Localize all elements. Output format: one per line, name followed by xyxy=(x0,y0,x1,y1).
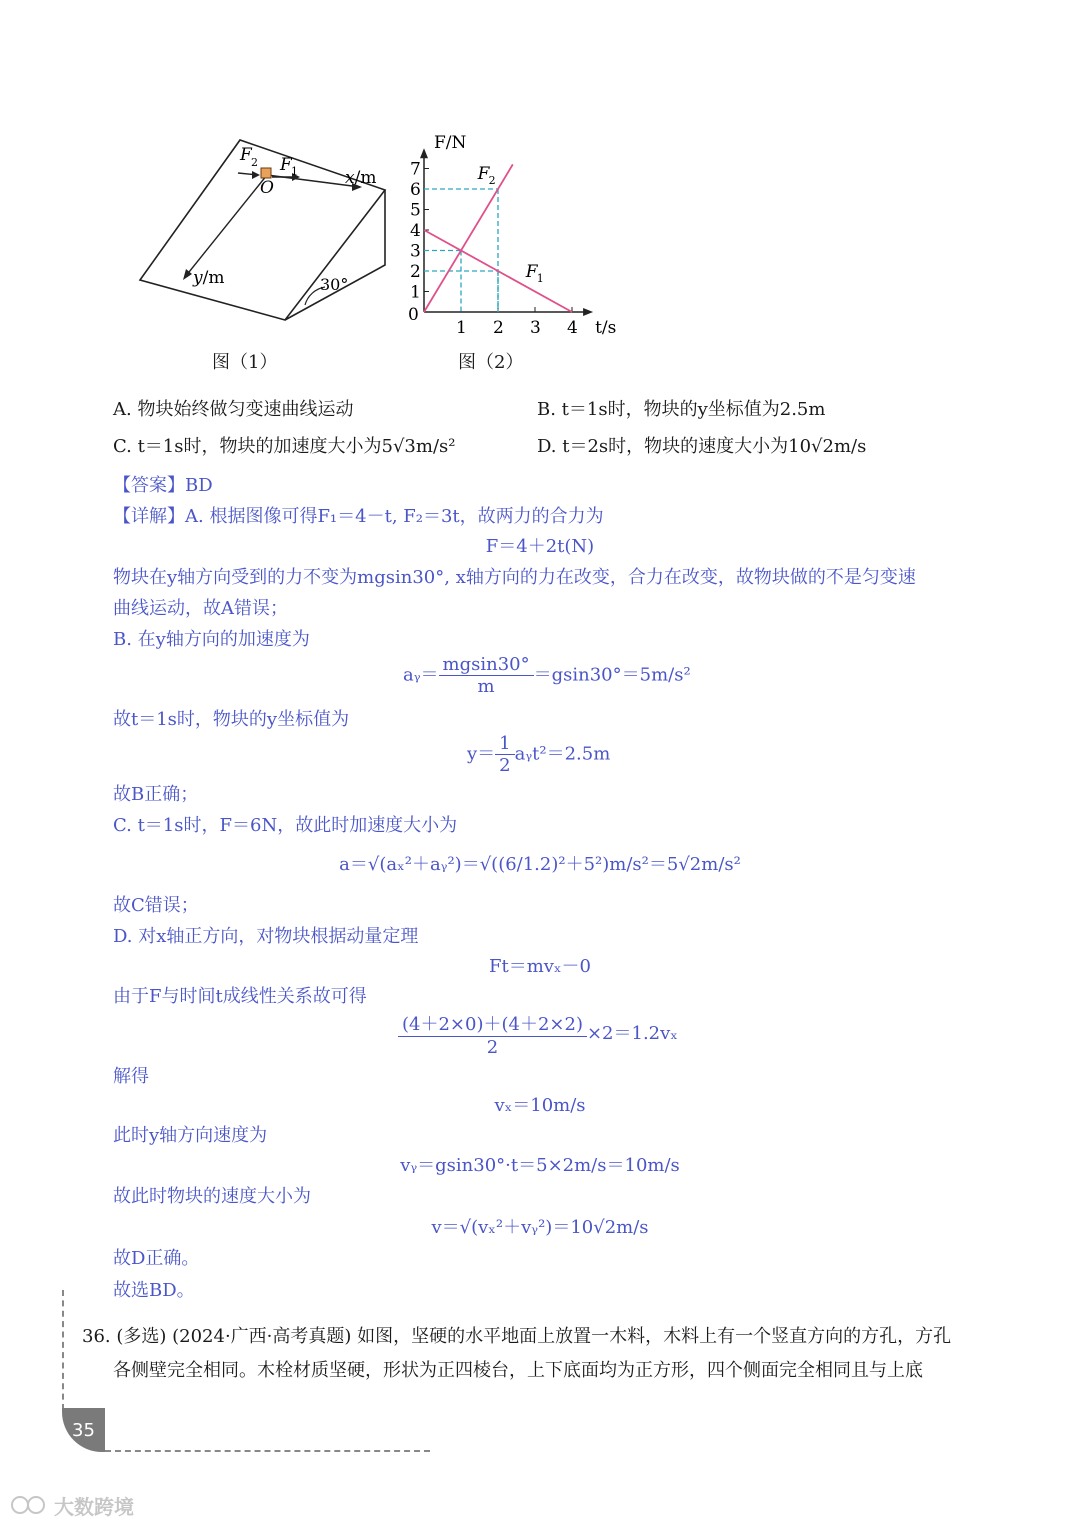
eq6-num: (4＋2×0)＋(4＋2×2) xyxy=(398,1010,587,1037)
figure2-caption: 图（2） xyxy=(458,352,524,373)
figure1-incline xyxy=(130,125,400,330)
label-y: y/m xyxy=(193,268,225,288)
question36-line2: 各侧壁完全相同。木栓材质坚硬，形状为正四棱台，上下底面均为正方形，四个侧面完全相同且与上底 xyxy=(113,1360,923,1381)
option-b: B. t＝1s时，物块的y坐标值为2.5m xyxy=(537,399,826,420)
origin-label: 0 xyxy=(408,305,419,325)
d-text4: 此时y轴方向速度为 xyxy=(113,1125,268,1146)
label-f2-sub: 2 xyxy=(251,156,258,169)
y-axis-arrow xyxy=(185,175,267,277)
label-f2: F xyxy=(240,145,252,165)
eq3-lhs: y＝ xyxy=(467,743,496,765)
eq9: v＝√(vₓ²＋vᵧ²)＝10√2m/s xyxy=(431,1217,649,1238)
series-label-f2: F xyxy=(477,163,490,184)
eq7: vₓ＝10m/s xyxy=(494,1095,586,1116)
y-tick-label: 3 xyxy=(410,241,421,262)
c-text2: 故C错误； xyxy=(113,895,199,916)
eq6-rhs: ×2＝1.2vₓ xyxy=(586,1023,678,1044)
figure1-caption: 图（1） xyxy=(212,352,278,373)
y-tick-label: 4 xyxy=(410,221,421,241)
final-answer: 故选BD。 xyxy=(113,1280,195,1301)
eq2-num: mgsin30° xyxy=(439,654,534,676)
series-label-f1: F xyxy=(525,262,538,283)
d-text6: 故D正确。 xyxy=(113,1248,200,1269)
x-tick-label: 1 xyxy=(456,318,467,335)
y-tick-label: 7 xyxy=(410,159,421,180)
d-text3: 解得 xyxy=(113,1066,149,1087)
y-axis-label: F/N xyxy=(434,133,467,153)
eq6-den: 2 xyxy=(486,1037,499,1058)
y-tick-label: 1 xyxy=(410,282,421,303)
a-text1: 物块在y轴方向受到的力不变为mgsin30°, x轴方向的力在改变，合力在改变，故物块做的不是匀变速 xyxy=(113,567,916,588)
eq2-fraction xyxy=(439,654,534,697)
label-angle: 30° xyxy=(320,275,349,294)
option-a: A. 物块始终做匀变速曲线运动 xyxy=(113,399,354,420)
eq8: vᵧ＝gsin30°·t＝5×2m/s＝10m/s xyxy=(400,1155,680,1176)
eq2-den: m xyxy=(477,676,495,697)
x-tick-label: 2 xyxy=(493,318,504,335)
bottom-dashed-line xyxy=(105,1450,430,1452)
eq6-fraction xyxy=(398,1010,587,1058)
margin-dashed-line xyxy=(62,1290,64,1410)
eq3-den: 2 xyxy=(499,755,511,776)
y-tick-label: 5 xyxy=(410,200,421,221)
b-text: B. 在y轴方向的加速度为 xyxy=(113,629,310,650)
b-text2: 故t＝1s时，物块的y坐标值为 xyxy=(113,709,350,730)
b-text3: 故B正确； xyxy=(113,784,199,805)
answer-line: 【答案】BD xyxy=(113,475,213,496)
eq2-rhs: ＝gsin30°＝5m/s² xyxy=(533,664,691,686)
eq3 xyxy=(467,733,610,776)
label-f1-sub: 1 xyxy=(291,165,298,178)
detail-intro: 【详解】A. 根据图像可得F₁＝4－t, F₂＝3t，故两力的合力为 xyxy=(113,506,604,527)
eq1: F＝4＋2t(N) xyxy=(485,536,595,557)
question36-line1: 36. (多选) (2024·广西·高考真题) 如图，坚硬的水平地面上放置一木料，木料上有一个竖直方向的方孔，方孔 xyxy=(82,1326,952,1347)
eq4: a＝√(aₓ²＋aᵧ²)＝√((6/1.2)²＋5²)m/s²＝5√2m/s² xyxy=(339,854,741,875)
x-axis-arrowhead xyxy=(583,308,593,316)
y-tick-label: 6 xyxy=(410,180,421,200)
d-text: D. 对x轴正方向，对物块根据动量定理 xyxy=(113,926,419,947)
x-tick-label: 3 xyxy=(530,318,541,335)
block xyxy=(261,168,271,178)
label-o: O xyxy=(260,178,274,198)
eq2 xyxy=(403,654,691,697)
eq3-fraction xyxy=(495,733,514,776)
eq3-rhs: aᵧt²＝2.5m xyxy=(514,743,611,765)
eq2-lhs: aᵧ＝ xyxy=(403,664,439,686)
x-tick-label: 4 xyxy=(567,318,578,335)
label-f1: F xyxy=(280,155,292,175)
a-text2: 曲线运动，故A错误； xyxy=(113,598,288,619)
y-axis-arrowhead xyxy=(420,148,428,158)
x-axis-label: t/s xyxy=(595,318,617,335)
c-text: C. t＝1s时，F＝6N，故此时加速度大小为 xyxy=(113,815,458,836)
figure2-chart xyxy=(400,130,625,335)
d-text2: 由于F与时间t成线性关系故可得 xyxy=(113,986,367,1007)
watermark-text: 大数跨境 xyxy=(54,1494,134,1519)
y-tick-label: 2 xyxy=(410,262,421,282)
watermark xyxy=(10,1490,134,1520)
page-number: 35 xyxy=(62,1408,105,1452)
label-x: x/m xyxy=(345,168,377,188)
eq6 xyxy=(398,1010,678,1058)
eq3-num: 1 xyxy=(495,733,514,755)
watermark-logo-icon xyxy=(10,1493,48,1517)
eq5: Ft＝mvₓ－0 xyxy=(488,956,592,977)
series-label-f1-sub: 1 xyxy=(536,272,544,286)
option-c: C. t＝1s时，物块的加速度大小为5√3m/s² xyxy=(113,436,456,457)
option-d: D. t＝2s时，物块的速度大小为10√2m/s xyxy=(537,436,867,457)
series-label-f2-sub: 2 xyxy=(488,173,496,187)
d-text5: 故此时物块的速度大小为 xyxy=(113,1186,311,1207)
